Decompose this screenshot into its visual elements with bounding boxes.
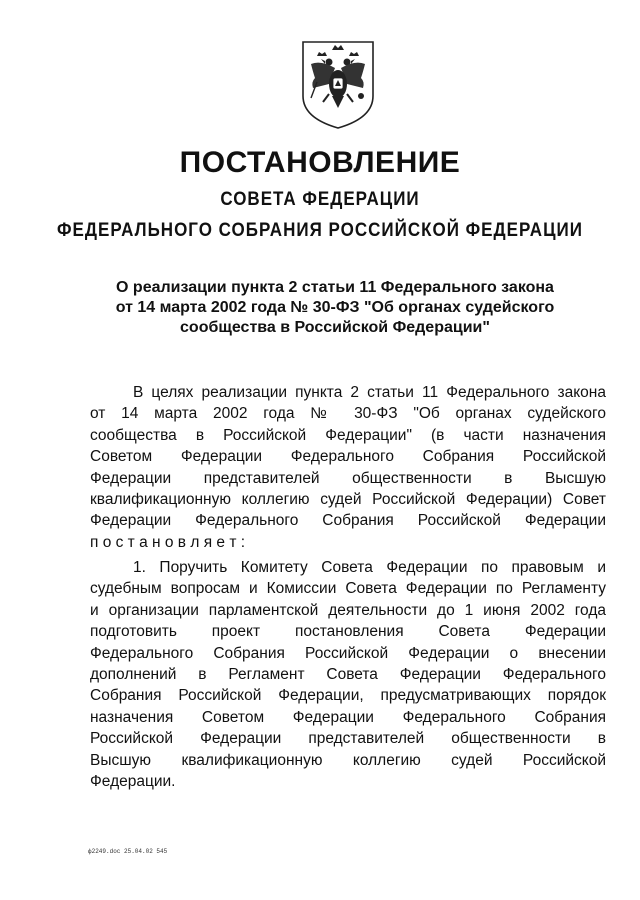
resolves-word: п о с т а н о в л я е т : (90, 533, 246, 551)
file-reference: ф2249.doc 25.04.02 545 (88, 848, 168, 855)
paragraph-line: Федерального Собрания Российской Федерации о внесении (90, 644, 606, 662)
paragraph-line: от 14 марта 2002 года № 30-ФЗ "Об органах судейского (90, 405, 606, 423)
paragraph-line: назначения Советом Федерации Федерального Собрания (90, 708, 606, 726)
paragraph-line: Высшую квалификационную коллегию судей Российской (90, 751, 606, 769)
document-subject (100, 278, 570, 338)
subject-line: сообщества в Российской Федерации" (180, 319, 490, 336)
paragraph-line: судебным вопросам и Комиссии Совета Федерации по Регламенту (90, 580, 606, 598)
paragraph-line: Собрания Российской Федерации, предусматривающих порядок (90, 687, 606, 705)
clause-1-paragraph (90, 557, 606, 792)
paragraph-line: подготовить проект постановления Совета Федерации (90, 623, 606, 641)
subject-line: от 14 марта 2002 года № 30-ФЗ "Об органах судейского (115, 299, 555, 316)
paragraph-line: Федерации представителей общественности в Высшую (90, 469, 606, 487)
issuer-line-1: СОВЕТА ФЕДЕРАЦИИ (220, 187, 420, 210)
paragraph-line: В целях реализации пункта 2 статьи 11 Федерального закона (133, 384, 606, 401)
issuer-line-2: ФЕДЕРАЛЬНОГО СОБРАНИЯ РОССИЙСКОЙ ФЕДЕРАЦИИ (57, 218, 583, 241)
paragraph-line: дополнений в Регламент Совета Федерации Федерального (90, 666, 606, 684)
preamble-paragraph (90, 382, 606, 553)
paragraph-line: Российской Федерации представителей общественности в (90, 730, 606, 748)
paragraph-line: квалификационную коллегию судей Российской Федерации) Совет (90, 491, 606, 509)
subject-line: О реализации пункта 2 статьи 11 Федерального закона (116, 279, 554, 296)
paragraph-line: Федерации Федерального Собрания Российской Федерации (90, 512, 606, 530)
paragraph-line: Советом Федерации Федерального Собрания Российской (90, 448, 606, 466)
paragraph-line: Федерации. (90, 773, 176, 791)
double-headed-eagle-emblem-icon (299, 38, 377, 130)
paragraph-line: 1. Поручить Комитету Совета Федерации по правовым и (133, 559, 606, 576)
document-title: ПОСТАНОВЛЕНИЕ (179, 146, 461, 179)
paragraph-line: сообщества в Российской Федерации" (в части назначения (90, 426, 606, 444)
paragraph-line: и организации парламентской деятельности до 1 июня 2002 года (90, 601, 606, 619)
